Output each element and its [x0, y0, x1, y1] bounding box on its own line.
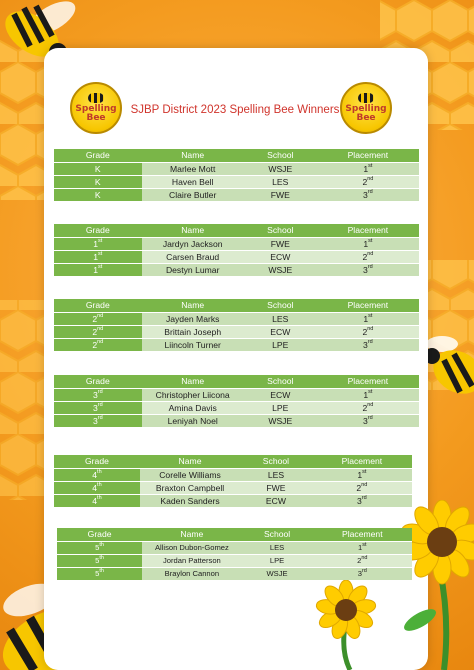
column-header: Name [142, 375, 244, 388]
placement-suffix: rd [361, 568, 367, 575]
logo-line1: Spelling [75, 104, 117, 114]
placement-cell [317, 237, 419, 250]
column-header: Grade [54, 149, 142, 162]
placement-value: 3 [363, 189, 368, 200]
grade-cell [57, 541, 142, 554]
grade-cell [54, 162, 142, 175]
grade-suffix: rd [97, 388, 103, 395]
page-title: SJBP District 2023 Spelling Bee Winners [130, 104, 340, 116]
grade-cell [54, 325, 142, 338]
grade-value: 4 [92, 482, 98, 493]
placement-value: 2 [362, 176, 368, 187]
placement-cell [317, 263, 419, 276]
placement-value: 3 [363, 264, 368, 275]
school-cell: ECW [244, 250, 317, 263]
table-row [57, 567, 412, 580]
column-header: Name [142, 149, 244, 162]
grade-cell [54, 468, 140, 481]
placement-value: 1 [363, 389, 369, 400]
table-row [54, 481, 412, 494]
placement-suffix: nd [367, 250, 374, 257]
grade-value: 5 [95, 543, 100, 552]
column-header: Name [142, 299, 244, 312]
grade-cell [57, 567, 142, 580]
grade-table [57, 528, 412, 580]
table-row [54, 237, 419, 250]
spelling-bee-logo-left [70, 82, 122, 134]
placement-cell [317, 414, 419, 427]
spelling-bee-logo-right [340, 82, 392, 134]
name-cell: Marlee Mott [142, 162, 244, 175]
column-header: Placement [317, 299, 419, 312]
column-header: School [244, 149, 317, 162]
placement-suffix: rd [367, 263, 373, 270]
grade-suffix: th [97, 494, 102, 501]
placement-value: 3 [357, 495, 362, 506]
placement-cell [317, 175, 419, 188]
grade-table [54, 455, 412, 507]
column-header: Name [142, 528, 241, 541]
name-cell: Claire Butler [142, 188, 244, 201]
placement-suffix: rd [361, 494, 367, 501]
grade-suffix: nd [97, 338, 104, 345]
grade-cell [54, 175, 142, 188]
table-row [54, 494, 412, 507]
column-header: Grade [54, 299, 142, 312]
grade-suffix: st [98, 237, 103, 244]
placement-suffix: nd [367, 175, 374, 182]
school-cell: LPE [242, 554, 313, 567]
column-header: Grade [54, 224, 142, 237]
grade-value: 5 [95, 556, 100, 565]
table-row [57, 541, 412, 554]
placement-suffix: nd [367, 401, 374, 408]
grade-suffix: nd [97, 312, 104, 319]
grade-value: 1 [93, 264, 99, 275]
grade-suffix: st [98, 250, 103, 257]
grade-value: 1 [93, 238, 99, 249]
table-row [54, 263, 419, 276]
table-header-row [54, 149, 419, 162]
bee-icon [358, 93, 374, 103]
placement-cell [317, 188, 419, 201]
placement-suffix: st [368, 388, 373, 395]
placement-suffix: rd [367, 414, 373, 421]
column-header: Placement [312, 455, 412, 468]
grade-cell [54, 338, 142, 351]
table-row [54, 468, 412, 481]
grade-value: 2 [92, 339, 98, 350]
column-header: Placement [317, 149, 419, 162]
placement-cell [317, 401, 419, 414]
name-cell: Jordan Patterson [142, 554, 241, 567]
placement-cell [317, 162, 419, 175]
name-cell: Kaden Sanders [140, 494, 240, 507]
placement-suffix: nd [361, 481, 368, 488]
column-header: Name [142, 224, 244, 237]
school-cell: WSJE [244, 263, 317, 276]
placement-suffix: st [368, 162, 373, 169]
school-cell: WSJE [244, 162, 317, 175]
column-header: School [244, 299, 317, 312]
school-cell: ECW [244, 388, 317, 401]
school-cell: ECW [244, 325, 317, 338]
placement-cell [317, 388, 419, 401]
column-header: Grade [54, 375, 142, 388]
placement-value: 1 [363, 313, 369, 324]
grade-value: 3 [92, 415, 98, 426]
grade-value: K [94, 189, 101, 200]
table-header-row [54, 375, 419, 388]
placement-cell [317, 325, 419, 338]
placement-cell [313, 554, 412, 567]
placement-suffix: st [368, 237, 373, 244]
name-cell: Carsen Braud [142, 250, 244, 263]
placement-value: 2 [362, 402, 368, 413]
grade-value: 5 [95, 569, 100, 579]
grade-value: 2 [92, 326, 98, 337]
column-header: Name [140, 455, 240, 468]
grade-value: K [94, 163, 101, 174]
placement-suffix: nd [361, 555, 368, 561]
sunflower-large-icon [400, 500, 474, 670]
school-cell: FWE [244, 188, 317, 201]
column-header: Grade [54, 455, 140, 468]
table-row [54, 162, 419, 175]
placement-value: 2 [356, 482, 362, 493]
table-row [54, 175, 419, 188]
name-cell: Leniyah Noel [142, 414, 244, 427]
school-cell: LES [244, 175, 317, 188]
table-header-row [54, 455, 412, 468]
table-row [54, 338, 419, 351]
grade-table [54, 224, 419, 276]
table-row [54, 250, 419, 263]
grade-cell [57, 554, 142, 567]
school-cell: WSJE [242, 567, 313, 580]
grade-cell [54, 401, 142, 414]
grade-suffix: th [99, 568, 104, 575]
column-header: Placement [317, 375, 419, 388]
grade-suffix: th [97, 481, 102, 488]
grade-cell [54, 388, 142, 401]
table-row [54, 414, 419, 427]
placement-cell [317, 250, 419, 263]
placement-value: 3 [357, 569, 362, 579]
column-header: School [244, 224, 317, 237]
placement-value: 2 [362, 251, 368, 262]
bee-right-icon [420, 330, 474, 410]
placement-cell [313, 567, 412, 580]
document-header [44, 78, 428, 138]
placement-cell [312, 468, 412, 481]
name-cell: Destyn Lumar [142, 263, 244, 276]
column-header: Placement [313, 528, 412, 541]
grade-value: 4 [92, 495, 98, 506]
placement-suffix: rd [367, 338, 373, 345]
table-row [54, 312, 419, 325]
grade-suffix: th [99, 542, 104, 548]
placement-suffix: st [362, 468, 367, 475]
name-cell: Haven Bell [142, 175, 244, 188]
grade-suffix: nd [97, 325, 104, 332]
placement-value: 2 [362, 326, 368, 337]
placement-value: 2 [357, 556, 362, 565]
bee-icon [88, 93, 104, 103]
placement-cell [317, 312, 419, 325]
table-row [54, 188, 419, 201]
column-header: Grade [57, 528, 142, 541]
grade-cell [54, 312, 142, 325]
name-cell: Braxton Campbell [140, 481, 240, 494]
grade-cell [54, 414, 142, 427]
placement-suffix: nd [367, 325, 374, 332]
school-cell: LES [244, 312, 317, 325]
placement-value: 3 [363, 339, 368, 350]
grade-cell [54, 481, 140, 494]
placement-value: 1 [363, 163, 369, 174]
placement-cell [317, 338, 419, 351]
placement-value: 3 [363, 415, 368, 426]
school-cell: ECW [240, 494, 312, 507]
school-cell: FWE [240, 481, 312, 494]
school-cell: LPE [244, 401, 317, 414]
grade-table [54, 375, 419, 427]
placement-value: 1 [357, 469, 363, 480]
logo-line2: Bee [356, 113, 376, 123]
name-cell: Corelle Williams [140, 468, 240, 481]
column-header: School [240, 455, 312, 468]
table-header-row [54, 224, 419, 237]
placement-suffix: rd [367, 188, 373, 195]
placement-cell [312, 494, 412, 507]
sunflower-small-icon [300, 580, 390, 670]
school-cell: WSJE [244, 414, 317, 427]
grade-value: 2 [92, 313, 98, 324]
school-cell: LES [240, 468, 312, 481]
grade-value: 1 [93, 251, 99, 262]
school-cell: FWE [244, 237, 317, 250]
grade-suffix: st [98, 263, 103, 270]
logo-line2: Bee [86, 113, 106, 123]
grade-suffix: th [99, 555, 104, 561]
name-cell: Christopher Liicona [142, 388, 244, 401]
placement-cell [312, 481, 412, 494]
grade-suffix: rd [97, 414, 103, 421]
grade-value: K [94, 176, 101, 187]
name-cell: Jayden Marks [142, 312, 244, 325]
table-row [54, 388, 419, 401]
grade-value: 3 [92, 402, 98, 413]
school-cell: LPE [244, 338, 317, 351]
name-cell: Allison Dubon-Gomez [142, 541, 241, 554]
table-header-row [54, 299, 419, 312]
placement-suffix: st [362, 542, 367, 548]
table-row [57, 554, 412, 567]
grade-suffix: rd [97, 401, 103, 408]
grade-cell [54, 250, 142, 263]
column-header: Placement [317, 224, 419, 237]
placement-suffix: st [368, 312, 373, 319]
name-cell: Amina Davis [142, 401, 244, 414]
grade-value: 3 [92, 389, 98, 400]
table-row [54, 401, 419, 414]
placement-value: 1 [358, 543, 363, 552]
name-cell: Brittain Joseph [142, 325, 244, 338]
school-cell: LES [242, 541, 313, 554]
grade-cell [54, 188, 142, 201]
grade-value: 4 [92, 469, 98, 480]
column-header: School [242, 528, 313, 541]
logo-line1: Spelling [345, 104, 387, 114]
grade-cell [54, 263, 142, 276]
placement-cell [313, 541, 412, 554]
placement-value: 1 [363, 238, 369, 249]
grade-cell [54, 237, 142, 250]
name-cell: Braylon Cannon [142, 567, 241, 580]
name-cell: Jardyn Jackson [142, 237, 244, 250]
column-header: School [244, 375, 317, 388]
table-row [54, 325, 419, 338]
grade-table [54, 149, 419, 201]
grade-cell [54, 494, 140, 507]
grade-suffix: th [97, 468, 102, 475]
grade-table [54, 299, 419, 351]
name-cell: Liincoln Turner [142, 338, 244, 351]
table-header-row [57, 528, 412, 541]
